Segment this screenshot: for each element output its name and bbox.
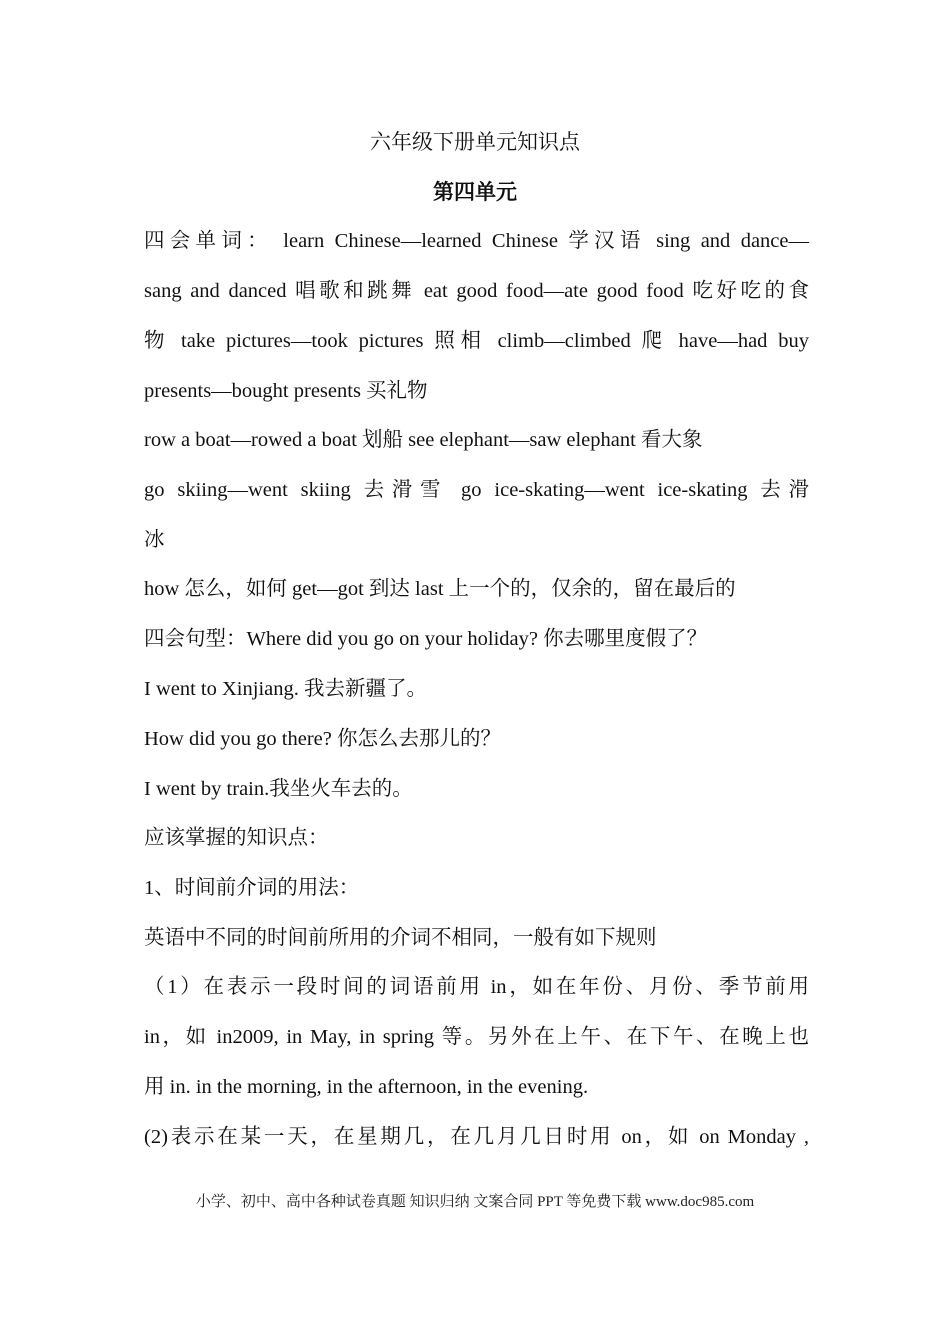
body-line: 物 take pictures—took pictures 照相 climb—climbed 爬 have—had buy <box>144 330 809 352</box>
body-line: 用 in. in the morning, in the afternoon, in the evening. <box>144 1076 589 1098</box>
unit-heading: 第四单元 <box>433 180 517 204</box>
body-line: 1、时间前介词的用法： <box>144 877 360 899</box>
body-line: go skiing—went skiing 去滑雪 go ice-skating—went ice-skating 去滑 <box>144 479 809 501</box>
body-line: (2)表示在某一天，在星期几，在几月几日时用 on，如 on Monday , <box>144 1126 809 1148</box>
body-line: 冰 <box>144 529 165 551</box>
body-line: sang and danced 唱歌和跳舞 eat good food—ate good food 吃好吃的食 <box>144 280 809 302</box>
page-footer: 小学、初中、高中各种试卷真题 知识归纳 文案合同 PPT 等免费下载 www.doc985.com <box>195 1194 755 1210</box>
body-line: 四会句型：Where did you go on your holiday? 你去哪里度假了？ <box>144 628 708 650</box>
body-line: How did you go there? 你怎么去那儿的？ <box>144 728 501 750</box>
body-line: in，如 in2009, in May, in spring 等。另外在上午、在下午、在晚上也 <box>144 1026 809 1048</box>
body-line: I went to Xinjiang. 我去新疆了。 <box>144 678 427 700</box>
body-line: how 怎么，如何 get—got 到达 last 上一个的，仅余的，留在最后的 <box>144 578 736 600</box>
body-line: I went by train.我坐火车去的。 <box>144 778 413 800</box>
body-line: 英语中不同的时间前所用的介词不相同，一般有如下规则 <box>144 927 657 949</box>
body-line: 应该掌握的知识点： <box>144 827 329 849</box>
body-line: row a boat—rowed a boat 划船 see elephant—saw elephant 看大象 <box>144 429 703 451</box>
body-line: 四会单词： learn Chinese—learned Chinese 学汉语 sing and dance— <box>144 230 809 252</box>
document-title: 六年级下册单元知识点 <box>370 130 580 154</box>
body-line: presents—bought presents 买礼物 <box>144 380 428 402</box>
body-line: （1）在表示一段时间的词语前用 in，如在年份、月份、季节前用 <box>144 976 809 998</box>
